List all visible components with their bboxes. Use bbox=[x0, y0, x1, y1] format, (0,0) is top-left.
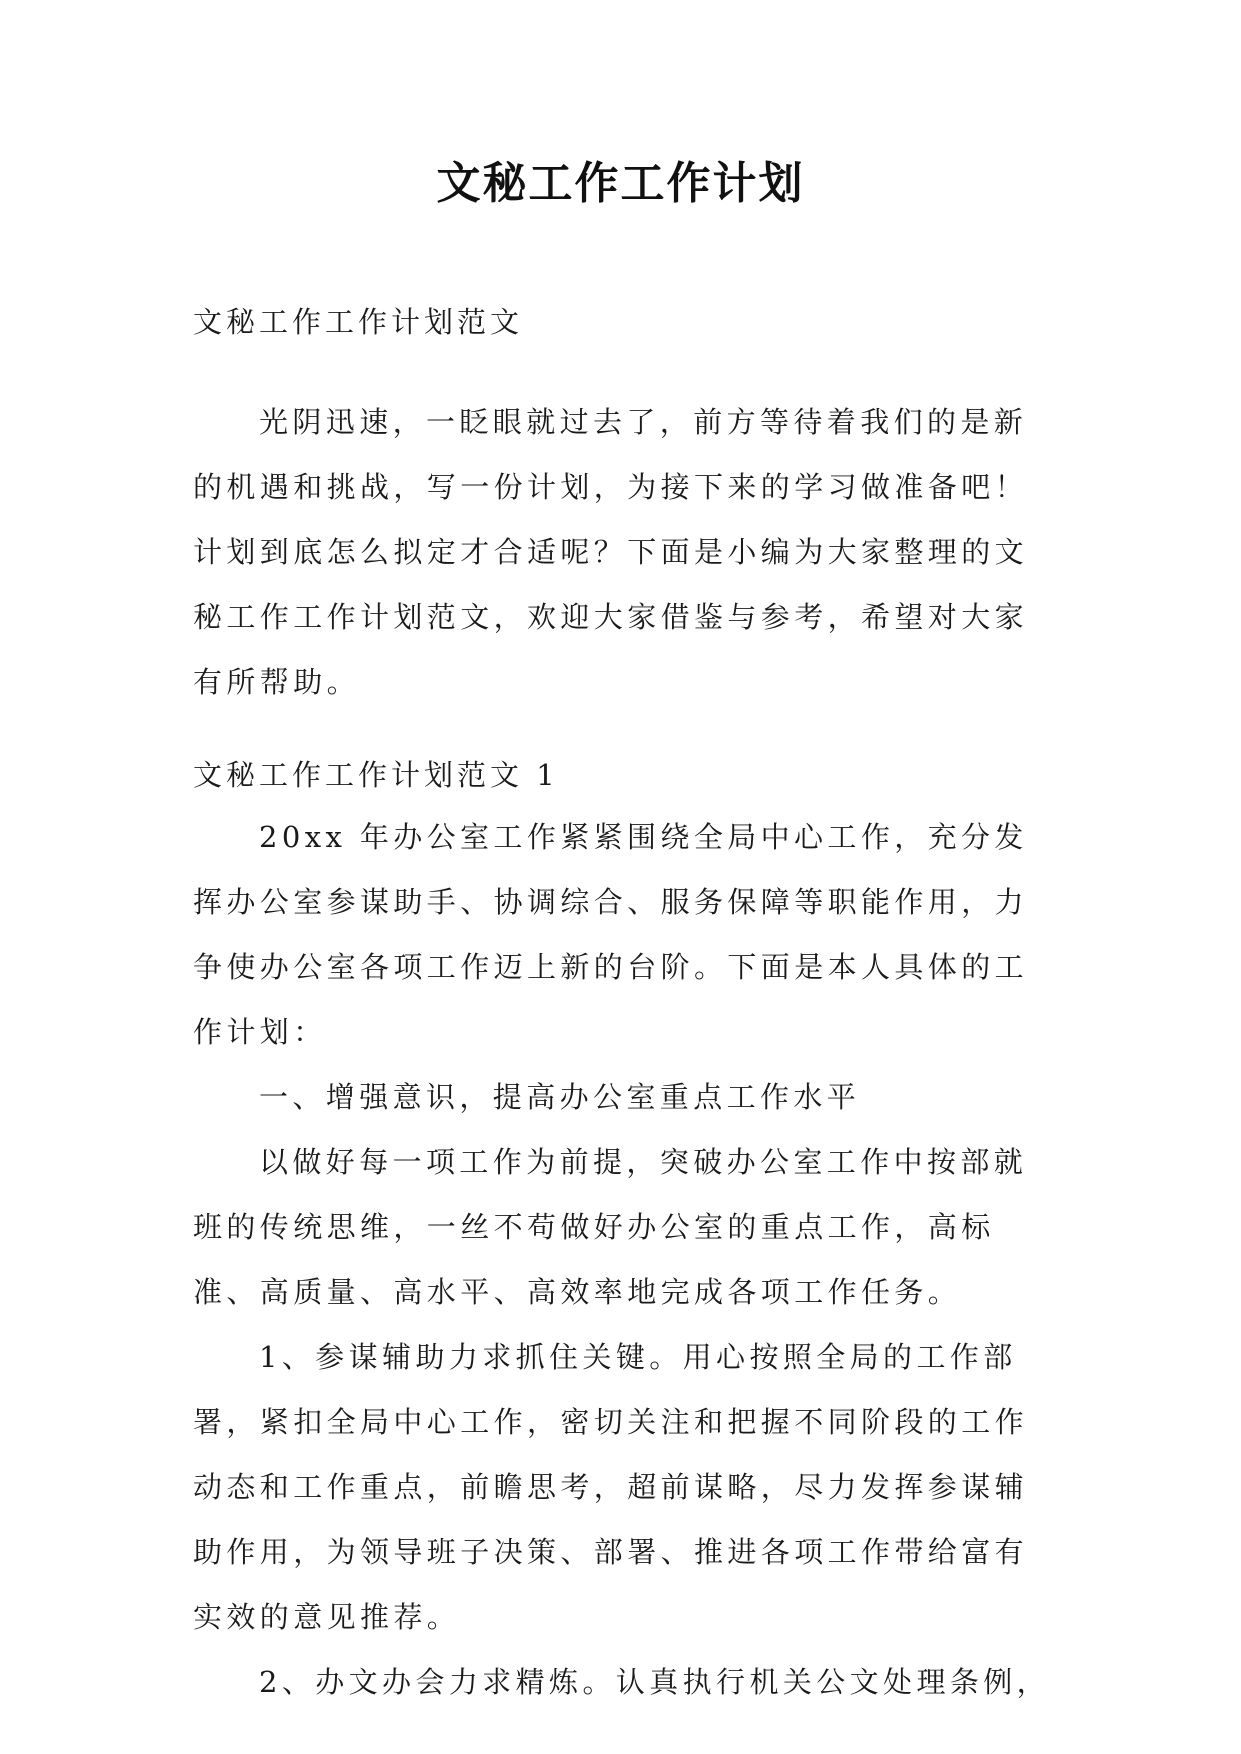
document-body bbox=[193, 290, 1053, 1715]
section-title: 文秘工作工作计划范文 1 bbox=[193, 758, 559, 792]
document-subtitle: 文秘工作工作计划范文 bbox=[193, 305, 524, 339]
body-paragraph-4: 2、办文办会力求精炼。认真执行机关公文处理条例， bbox=[259, 1665, 1051, 1699]
intro-paragraph: 光阴迅速，一眨眼就过去了，前方等待着我们的是新的机遇和挑战，写一份计划，为接下来的学习做准备吧！计划到底怎么拟定才合适呢？下面是小编为大家整理的文秘工作工作计划范文，欢迎大家借鉴与参考，希望对大家有所帮助。 bbox=[193, 405, 1029, 699]
document-title: 文秘工作工作计划 bbox=[436, 158, 805, 209]
body-paragraph-1: 20xx 年办公室工作紧紧围绕全局中心工作，充分发挥办公室参谋助手、协调综合、服务保障等职能作用，力争使办公室各项工作迈上新的台阶。下面是本人具体的工作计划： bbox=[193, 820, 1029, 1049]
body-paragraph-3: 1、参谋辅助力求抓住关键。用心按照全局的工作部署，紧扣全局中心工作，密切关注和把握不同阶段的工作动态和工作重点，前瞻思考，超前谋略，尽力发挥参谋辅助作用，为领导班子决策、部署、推进各项工作带给富有实效的意见推荐。 bbox=[193, 1340, 1029, 1634]
section-heading-1: 一、增强意识，提高办公室重点工作水平 bbox=[259, 1080, 861, 1114]
body-paragraph-2: 以做好每一项工作为前提，突破办公室工作中按部就班的传统思维，一丝不苟做好办公室的重点工作，高标准、高质量、高水平、高效率地完成各项工作任务。 bbox=[193, 1145, 1028, 1309]
